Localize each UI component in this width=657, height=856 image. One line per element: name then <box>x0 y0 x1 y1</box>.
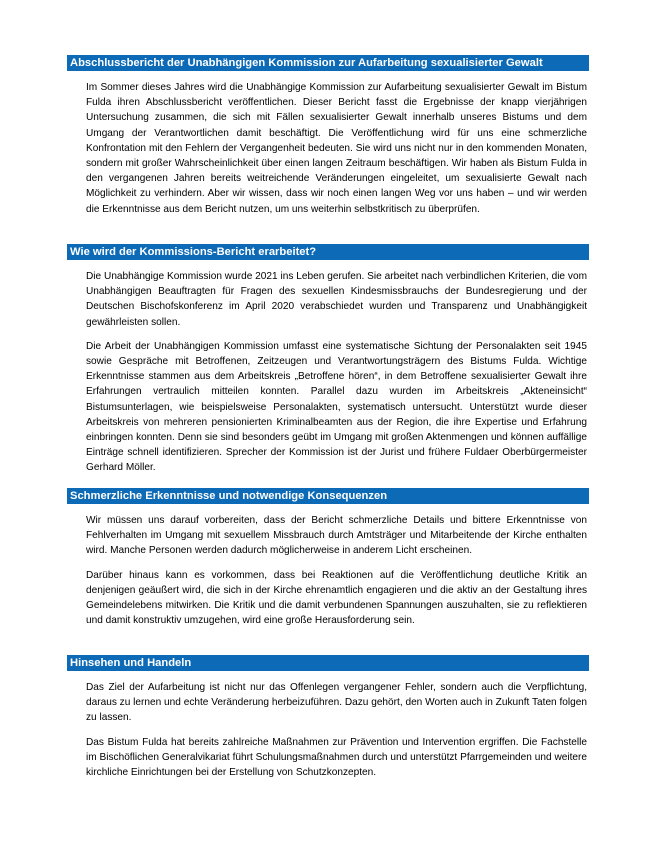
section-body <box>67 260 589 476</box>
section-heading: Abschlussbericht der Unabhängigen Kommission zur Aufarbeitung sexualisierter Gewalt <box>67 55 589 71</box>
paragraph: Wir müssen uns darauf vorbereiten, dass der Bericht schmerzliche Details und bittere Erkenntnisse von Fehlverhalten im Umgang mit sexuellem Missbrauch durch Amtsträger und Mitarbeitende der Kirche enthalten wird. Manche Personen werden dadurch möglicherweise in anderem Licht erscheinen. <box>86 515 587 557</box>
section-abschlussbericht <box>67 55 589 217</box>
paragraph: Darüber hinaus kann es vorkommen, dass bei Reaktionen auf die Veröffentlichung deutliche Kritik an denjenigen geäußert wird, die sich in der Kirche ehrenamtlich engagieren und die aktiv an der Gestaltung ihres Gemeindelebens mitwirken. Die Kritik und die damit verbundenen Spannungen auszuhalten, sie zu reflektieren und damit konstruktiv umzugehen, wird eine große Herausforderung sein. <box>86 569 587 627</box>
paragraph: Das Bistum Fulda hat bereits zahlreiche Maßnahmen zur Prävention und Intervention ergriffen. Die Fachstelle im Bischöflichen Generalvikariat führt Schulungsmaßnahmen durch und unterstützt Pfarrgemeinden und weitere kirchliche Einrichtungen bei der Erstellung von Schutzkonzepten. <box>86 736 587 779</box>
section-hinsehen-handeln <box>67 655 589 780</box>
section-kommissions-bericht <box>67 244 589 476</box>
section-heading: Schmerzliche Erkenntnisse und notwendige Konsequenzen <box>67 488 589 504</box>
paragraph: Das Ziel der Aufarbeitung ist nicht nur das Offenlegen vergangener Fehler, sondern auch die Verpflichtung, daraus zu lernen und echte Veränderung herbeizuführen. Dazu gehört, den Worten auch in Zukunft Taten folgen zu lassen. <box>86 682 587 724</box>
section-body <box>67 504 589 628</box>
paragraph: Im Sommer dieses Jahres wird die Unabhängige Kommission zur Aufarbeitung sexualisierter Gewalt im Bistum Fulda ihren Abschlussbericht veröffentlichen. Dieser Bericht fasst die Ergebnisse der knapp vierjährigen Untersuchung zusammen, die sich mit Fällen sexualisierter Gewalt innerhalb unseres Bistums und dem Umgang der Verantwortlichen damit beschäftigt. Die Veröffentlichung wird für uns eine schmerzliche Konfrontation mit den Fehlern der Vergangenheit bedeuten. Sie wird uns nicht nur in den kommenden Monaten, sondern mit großer Wahrscheinlichkeit über einen langen Zeitraum beschäftigen. Wir haben als Bistum Fulda in den vergangenen Jahren bereits weitreichende Veränderungen eingeleitet, um sexualisierte Gewalt nach Möglichkeit zu verhindern. Aber wir wissen, dass wir noch einen langen Weg vor uns haben – und wir werden die Erkenntnisse aus dem Bericht nutzen, um uns weiterhin selbstkritisch zu überprüfen. <box>86 82 587 215</box>
section-heading: Hinsehen und Handeln <box>67 655 589 671</box>
paragraph: Die Arbeit der Unabhängigen Kommission umfasst eine systematische Sichtung der Personalakten seit 1945 sowie Gespräche mit Betroffenen, Zeitzeugen und Verantwortungsträgern des Bistums Fulda. Wichtige Erkenntnisse stammen aus dem Arbeitskreis „Betroffene hören“, in dem Betroffene sexualisierter Gewalt ihre Erfahrungen vertraulich mitteilen konnten. Parallel dazu wurden im Arbeitskreis „Akteneinsicht“ Bistumsunterlagen, wie beispielsweise Personalakten, systematisch untersucht. Unterstützt wurde dieser Arbeitskreis von mehreren pensionierten Kriminalbeamten aus der Region, die ihre Expertise und Erfahrung einbringen konnten. Denn sie sind besonders geübt im Umgang mit großen Aktenmengen und können auffällige Einträge schnell identifizieren. Sprecher der Kommission ist der Jurist und frühere Fuldaer Oberbürgermeister Gerhard Möller. <box>86 340 587 474</box>
section-heading: Wie wird der Kommissions-Bericht erarbeitet? <box>67 244 589 260</box>
section-erkenntnisse <box>67 488 589 628</box>
paragraph: Die Unabhängige Kommission wurde 2021 ins Leben gerufen. Sie arbeitet nach verbindlichen Kriterien, die vom Unabhängigen Beauftragten für Fragen des sexuellen Kindesmissbrauchs der Bundesregierung und der Deutschen Bischofskonferenz im April 2020 verabschiedet wurden und Transparenz und Unabhängigkeit gewährleisten sollen. <box>86 271 587 328</box>
section-body <box>67 71 589 217</box>
section-body <box>67 671 589 780</box>
